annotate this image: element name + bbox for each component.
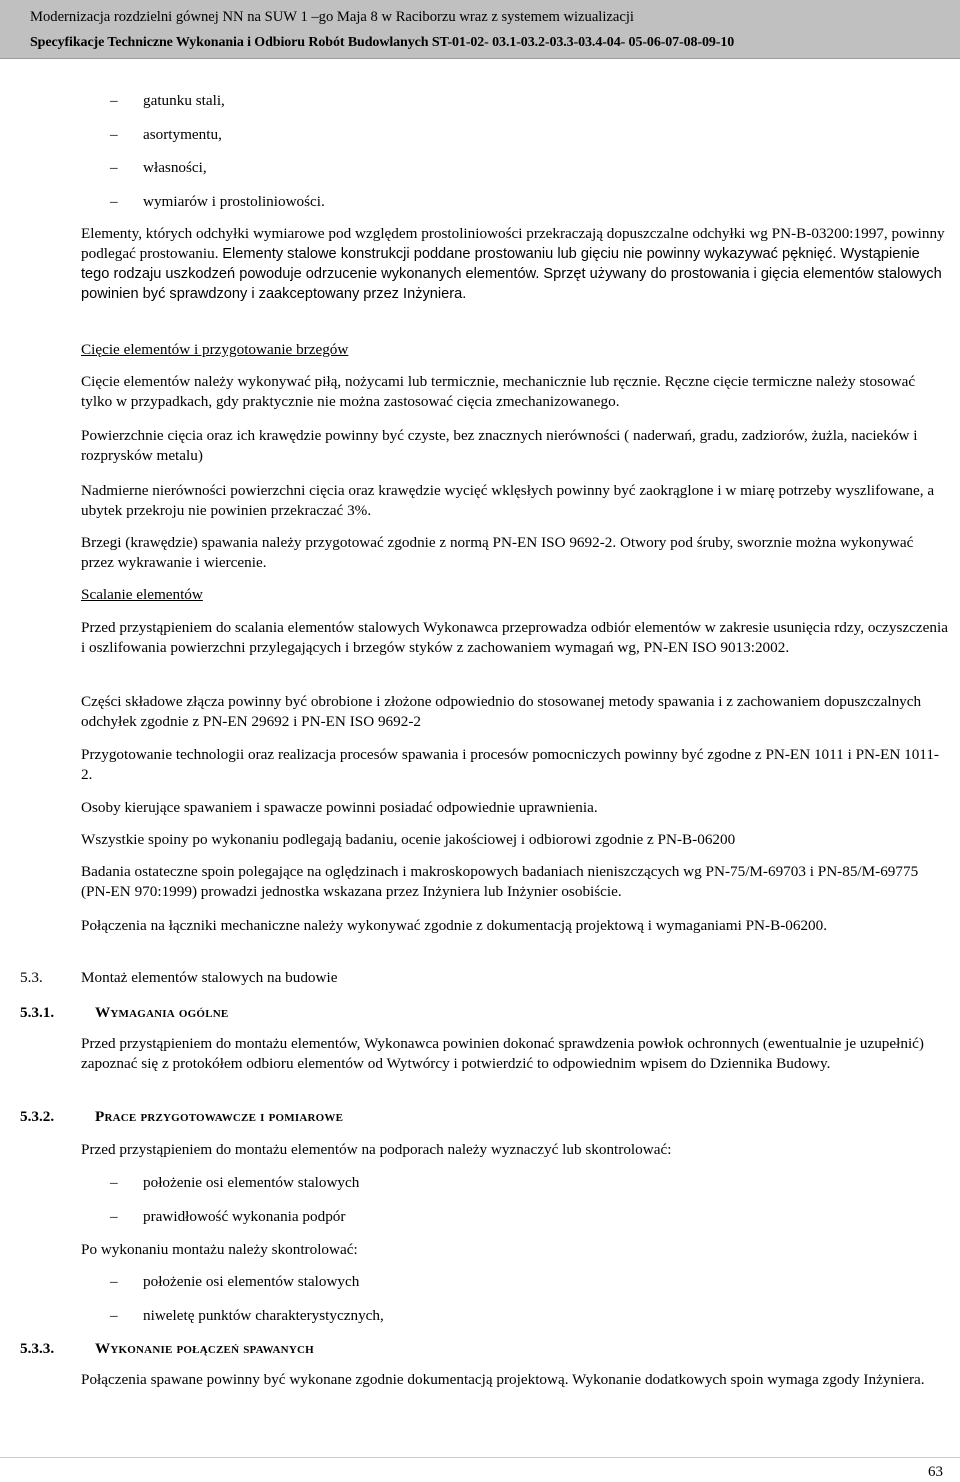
section-title: Wymagania ogólne xyxy=(95,1004,229,1021)
paragraph-straightening xyxy=(81,224,949,304)
paragraph: Wszystkie spoiny po wykonaniu podlegają badaniu, ocenie jakościowej i odbiorowi zgodnie z PN-B-06200 xyxy=(81,831,736,848)
section-number: 5.3.3. xyxy=(20,1340,55,1357)
page-number: 63 xyxy=(928,1464,943,1480)
paragraph: Przygotowanie technologii oraz realizacja procesów spawania i procesów pomocniczych powinny być zgodne z PN-EN 1011 i PN-EN 1011-2. xyxy=(81,746,939,783)
paragraph: Po wykonaniu montażu należy skontrolować: xyxy=(81,1241,358,1258)
paragraph: Części składowe złącza powinny być obrobione i złożone odpowiednio do stosowanej metody spawania i z zachowaniem dopuszczalnych odchyłek zgodnie z PN-EN 29692 i PN-EN ISO 9692-2 xyxy=(81,693,922,730)
section-number: 5.3. xyxy=(20,969,43,986)
paragraph: Nadmierne nierówności powierzchni cięcia oraz krawędzie wycięć wklęsłych powinny być zaokrąglone i w miarę potrzeby wyszlifowane, a ubytek przekroju nie powinien przekraczać 3%. xyxy=(81,482,935,519)
subheading-assembly: Scalanie elementów xyxy=(81,586,203,603)
paragraph: Przed przystąpieniem do scalania elementów stalowych Wykonawca przeprowadza odbiór elementów w zakresie usunięcia rdzy, oczyszczenia i oszlifowania powierzchni przylegających i brzegów styków z zachowaniem wymagań wg, PN-EN ISO 9013:2002. xyxy=(81,619,948,656)
paragraph: Brzegi (krawędzie) spawania należy przygotować zgodnie z normą PN-EN ISO 9692-2. Otwory pod śruby, sworznie można wykonywać przez wykrawanie i wiercenie. xyxy=(81,534,914,571)
paragraph: Powierzchnie cięcia oraz ich krawędzie powinny być czyste, bez znacznych nierówności ( naderwań, gradu, zadziorów, żużla, nacieków i rozprysków metalu) xyxy=(81,427,918,464)
section-number: 5.3.2. xyxy=(20,1108,55,1125)
section-title: Montaż elementów stalowych na budowie xyxy=(81,969,338,986)
header-spec-title: Specyfikacje Techniczne Wykonania i Odbioru Robót Budowlanych ST-01-02- 03.1-03.2-03.3-03.4-04- 05-06-07-08-09-10 xyxy=(30,35,735,50)
paragraph: Połączenia spawane powinny być wykonane zgodnie dokumentacją projektową. Wykonanie dodatkowych spoin wymaga zgody Inżyniera. xyxy=(81,1371,925,1388)
document-header xyxy=(0,0,960,59)
paragraph: Badania ostateczne spoin polegające na oględzinach i makroskopowych badaniach nieniszczących wg PN-75/M-69703 i PN-85/M-69775 (PN-EN 970:1999) prowadzi jednostka wskazana przez Inżyniera lub Inżynier osobiście. xyxy=(81,863,919,900)
section-number: 5.3.1. xyxy=(20,1004,55,1021)
paragraph-text: Elementy, których odchyłki wymiarowe pod względem prostoliniowości przekraczają dopuszczalne odchyłki wg PN-B-03200:1997, powinny podlegać prostowaniu. xyxy=(81,225,945,262)
footer-divider xyxy=(0,1457,960,1458)
paragraph: Osoby kierujące spawaniem i spawacze powinni posiadać odpowiednie uprawnienia. xyxy=(81,799,598,816)
paragraph: Przed przystąpieniem do montażu elementów na podporach należy wyznaczyć lub skontrolować: xyxy=(81,1141,672,1158)
subheading-cutting: Cięcie elementów i przygotowanie brzegów xyxy=(81,341,349,358)
section-title: Wykonanie połączeń spawanych xyxy=(95,1340,314,1357)
paragraph: Połączenia na łączniki mechaniczne należy wykonywać zgodnie z dokumentacją projektową i wymaganiami PN-B-06200. xyxy=(81,917,828,934)
header-project-title: Modernizacja rozdzielni gównej NN na SUW 1 –go Maja 8 w Raciborzu wraz z systemem wizualizacji xyxy=(30,9,634,25)
paragraph: Cięcie elementów należy wykonywać piłą, nożycami lub termicznie, mechanicznie lub ręcznie. Ręczne cięcie termiczne należy stosować tylko w przypadkach, gdy praktycznie nie można zastosować cięcia zmechanizowanego. xyxy=(81,373,916,410)
paragraph: Przed przystąpieniem do montażu elementów, Wykonawca powinien dokonać sprawdzenia powłok ochronnych (ewentualnie je uzupełnić) zapoznać się z protokółem odbioru elementów od Wytwórcy i potwierdzić to odpowiednim wpisem do Dziennika Budowy. xyxy=(81,1035,924,1072)
paragraph-text: Elementy stalowe konstrukcji poddane prostowaniu lub gięciu nie powinny wykazywać pęknięć. Wystąpienie tego rodzaju uszkodzeń powoduje odrzucenie wykonanych elementów. Sprzęt używany do prostowania i gięcia elementów stalowych powinien być sprawdzony i zaakceptowany przez Inżyniera. xyxy=(81,246,942,302)
section-title: Prace przygotowawcze i pomiarowe xyxy=(95,1108,344,1125)
